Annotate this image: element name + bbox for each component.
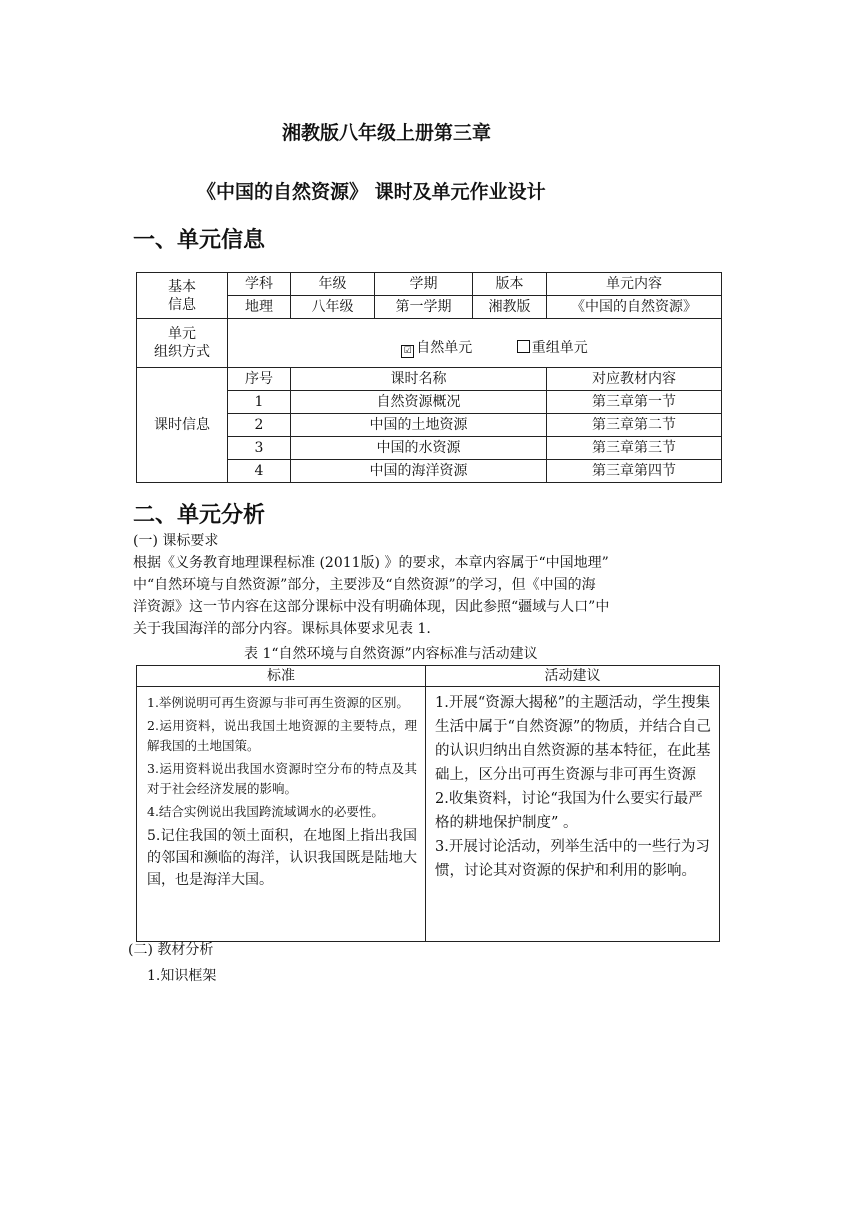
paragraph-line: 中“自然环境与自然资源”部分，主要涉及“自然资源”的学习，但《中国的海 — [133, 577, 596, 593]
lesson-content: 第三章第一节 — [547, 391, 722, 414]
title-line-2: 《中国的自然资源》 课时及单元作业设计 — [197, 181, 546, 203]
activity-item: 2.收集资料，讨论“我国为什么要实行最严格的耕地保护制度” 。 — [435, 791, 703, 831]
lesson-content: 第三章第四节 — [547, 460, 722, 483]
lesson-header-content: 对应教材内容 — [547, 368, 722, 391]
title-line-1: 湘教版八年级上册第三章 — [282, 122, 492, 144]
paragraph-line: 关于我国海洋的部分内容。课标具体要求见表 1. — [133, 621, 431, 637]
lesson-header-name: 课时名称 — [291, 368, 547, 391]
header-unit-content: 单元内容 — [547, 273, 722, 296]
lesson-name: 中国的水资源 — [291, 437, 547, 460]
standard-item: 5.记住我国的领土面积，在地图上指出我国的邻国和濒临的海洋，认识我国既是陆地大国，也是海洋大国。 — [147, 828, 417, 888]
activities-cell — [426, 687, 720, 942]
standard-item: 3.运用资料说出我国水资源时空分布的特点及其对于社会经济发展的影响。 — [147, 761, 417, 796]
lesson-no: 4 — [228, 460, 291, 483]
section2-heading: 二、单元分析 — [133, 503, 266, 528]
curriculum-paragraph — [133, 552, 609, 640]
lesson-content: 第三章第二节 — [547, 414, 722, 437]
lesson-no: 2 — [228, 414, 291, 437]
basic-info-label: 基本 信息 — [137, 273, 228, 319]
subsection-curriculum: (一) 课标要求 — [133, 533, 219, 549]
activity-item: 1.开展“资源大揭秘”的主题活动，学生搜集生活中属于“自然资源”的物质，并结合自己的认识归纳出自然资源的基本特征，在此基础上，区分出可再生资源与非可再生资源 — [435, 695, 711, 783]
value-semester: 第一学期 — [375, 296, 473, 319]
lesson-name: 中国的海洋资源 — [291, 460, 547, 483]
lesson-no: 3 — [228, 437, 291, 460]
header-subject: 学科 — [228, 273, 291, 296]
org-mode-options — [228, 319, 722, 368]
natural-unit-option: ☑ 自然单元 — [401, 340, 476, 356]
paragraph-line: 洋资源》这一节内容在这部分课标中没有明确体现，因此参照“疆域与人口”中 — [133, 599, 610, 615]
standard-item: 4.结合实例说出我国跨流域调水的必要性。 — [147, 804, 384, 819]
unchecked-box-icon — [517, 340, 530, 353]
lesson-name: 自然资源概况 — [291, 391, 547, 414]
paragraph-line: 根据《义务教育地理课程标准 (2011版) 》的要求，本章内容属于“中国地理” — [133, 555, 609, 571]
knowledge-framework: 1.知识框架 — [147, 968, 217, 984]
standards-table — [136, 665, 720, 942]
checked-box-icon: ☑ — [401, 345, 414, 358]
header-semester: 学期 — [375, 273, 473, 296]
activity-item: 3.开展讨论活动，列举生活中的一些行为习惯，讨论其对资源的保护和利用的影响。 — [435, 839, 710, 879]
unit-info-table — [136, 272, 722, 483]
header-grade: 年级 — [291, 273, 375, 296]
value-grade: 八年级 — [291, 296, 375, 319]
lesson-header-no: 序号 — [228, 368, 291, 391]
standards-cell — [137, 687, 426, 942]
subsection-textbook: (二) 教材分析 — [128, 942, 214, 958]
value-unit-content: 《中国的自然资源》 — [547, 296, 722, 319]
standard-item: 1.举例说明可再生资源与非可再生资源的区别。 — [147, 695, 409, 710]
activities-header: 活动建议 — [426, 666, 720, 687]
lesson-info-label: 课时信息 — [137, 368, 228, 483]
table-caption: 表 1“自然环境与自然资源”内容标准与活动建议 — [244, 646, 538, 662]
section1-heading: 一、单元信息 — [133, 228, 266, 253]
lesson-content: 第三章第三节 — [547, 437, 722, 460]
standards-header: 标准 — [137, 666, 426, 687]
org-mode-label: 单元 组织方式 — [137, 319, 228, 368]
value-edition: 湘教版 — [473, 296, 547, 319]
standard-item: 2.运用资料，说出我国土地资源的主要特点，理解我国的土地国策。 — [147, 718, 417, 753]
header-edition: 版本 — [473, 273, 547, 296]
regroup-unit-option: 重组单元 — [517, 340, 588, 356]
lesson-name: 中国的土地资源 — [291, 414, 547, 437]
lesson-no: 1 — [228, 391, 291, 414]
value-subject: 地理 — [228, 296, 291, 319]
